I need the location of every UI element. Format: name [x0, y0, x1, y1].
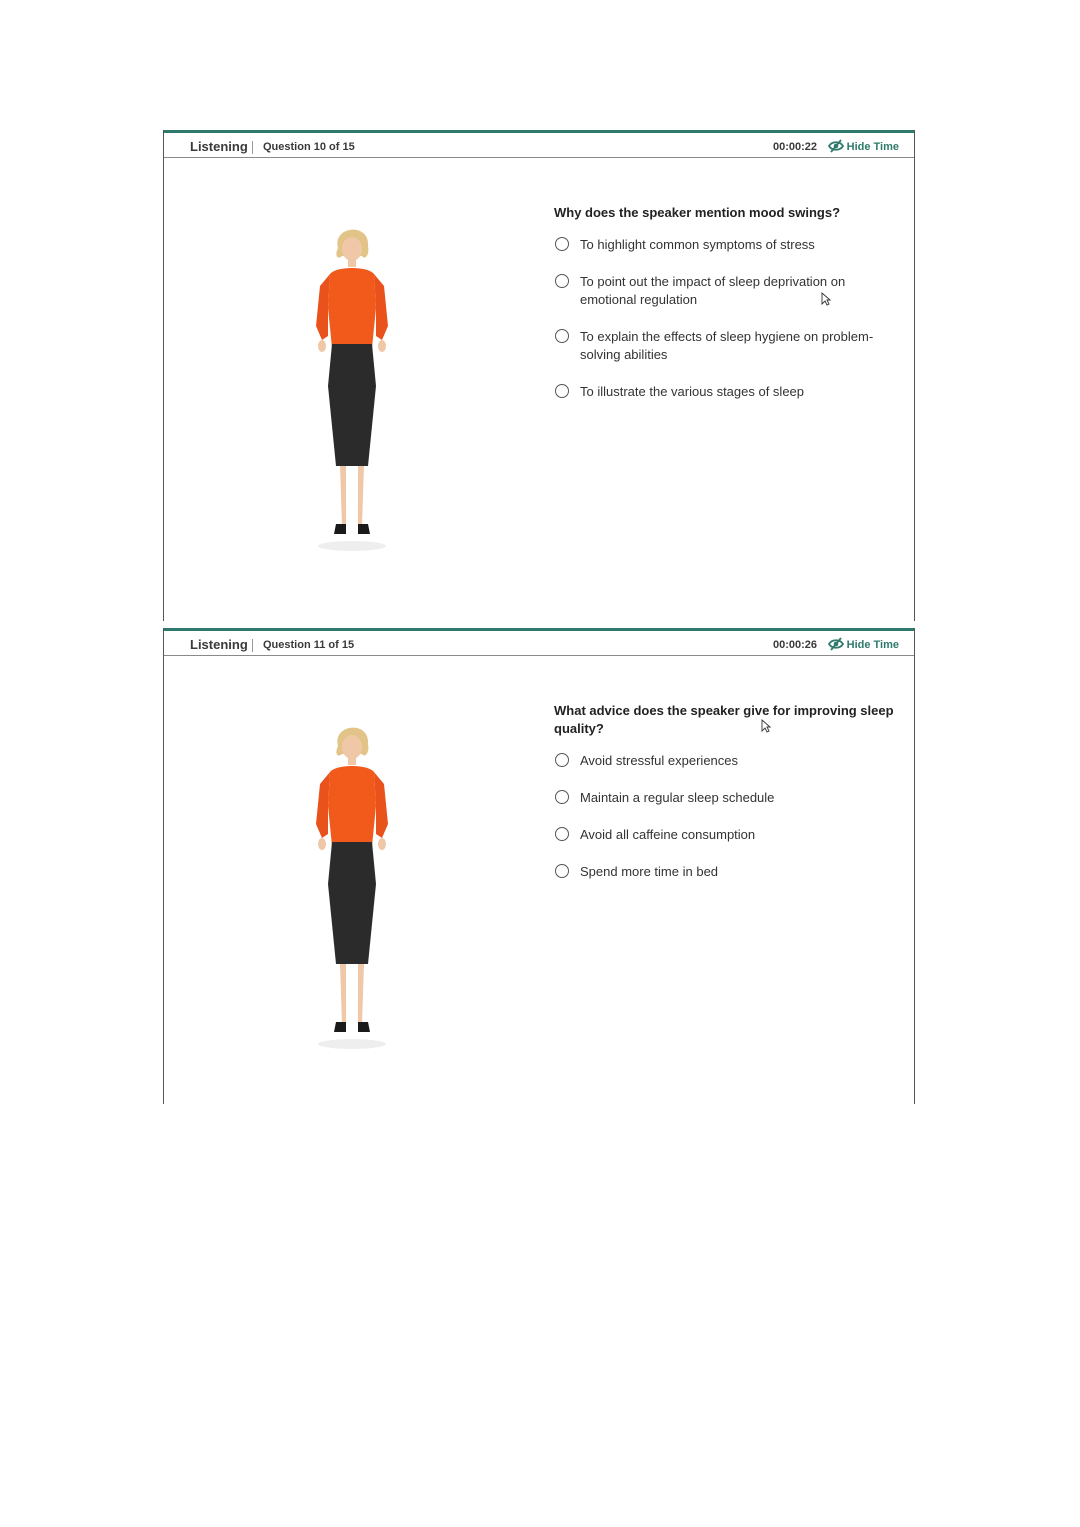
answer-option-label: To highlight common symptoms of stress: [580, 237, 815, 252]
question-area: [554, 702, 899, 900]
answer-option[interactable]: [554, 328, 899, 364]
speaker-avatar-image: [302, 714, 402, 1054]
answer-option[interactable]: [554, 752, 899, 770]
hide-time-button[interactable]: Hide Time: [846, 141, 899, 153]
section-label: Listening: [190, 637, 248, 652]
answer-option[interactable]: [554, 863, 899, 881]
answer-option-label: Maintain a regular sleep schedule: [580, 790, 775, 805]
speaker-avatar-image: [302, 216, 402, 556]
answer-option-label: To explain the effects of sleep hygiene on problem-solving abilities: [580, 329, 874, 362]
radio-button[interactable]: [555, 753, 569, 767]
radio-button[interactable]: [555, 864, 569, 878]
test-header-bar: [164, 130, 914, 158]
question-counter: Question 10 of 15: [263, 141, 355, 153]
answer-option[interactable]: [554, 826, 899, 844]
answer-option[interactable]: [554, 273, 899, 309]
answer-option[interactable]: [554, 236, 899, 254]
answer-option-label: Avoid stressful experiences: [580, 753, 739, 768]
radio-button[interactable]: [555, 274, 569, 288]
answer-option[interactable]: [554, 383, 899, 401]
section-label: Listening: [190, 139, 248, 154]
radio-button[interactable]: [555, 827, 569, 841]
mouse-cursor-icon: [761, 719, 771, 733]
timer-display: 00:00:22: [772, 141, 817, 153]
answer-option-label: To point out the impact of sleep deprivation on emotional regulation: [580, 274, 846, 307]
hide-time-button[interactable]: Hide Time: [846, 639, 899, 651]
radio-button[interactable]: [555, 790, 569, 804]
timer-display: 00:00:26: [772, 639, 817, 651]
question-counter: Question 11 of 15: [263, 639, 355, 651]
radio-button[interactable]: [555, 237, 569, 251]
question-area: [554, 204, 899, 420]
mouse-cursor-icon: [821, 292, 831, 306]
answer-option-label: Spend more time in bed: [580, 864, 719, 879]
header-divider: [252, 141, 253, 154]
radio-button[interactable]: [555, 384, 569, 398]
test-screen-question-11: [163, 628, 915, 1104]
answer-option-label: To illustrate the various stages of sleep: [580, 384, 805, 399]
eye-slash-icon[interactable]: [828, 139, 844, 153]
question-text: What advice does the speaker give for improving sleep quality?: [554, 703, 894, 736]
answer-option[interactable]: [554, 789, 899, 807]
radio-button[interactable]: [555, 329, 569, 343]
eye-slash-icon[interactable]: [828, 637, 844, 651]
question-text: Why does the speaker mention mood swings?: [554, 205, 841, 220]
test-screen-question-10: [163, 130, 915, 621]
header-divider: [252, 639, 253, 652]
test-header-bar: [164, 628, 914, 656]
answer-option-label: Avoid all caffeine consumption: [580, 827, 756, 842]
